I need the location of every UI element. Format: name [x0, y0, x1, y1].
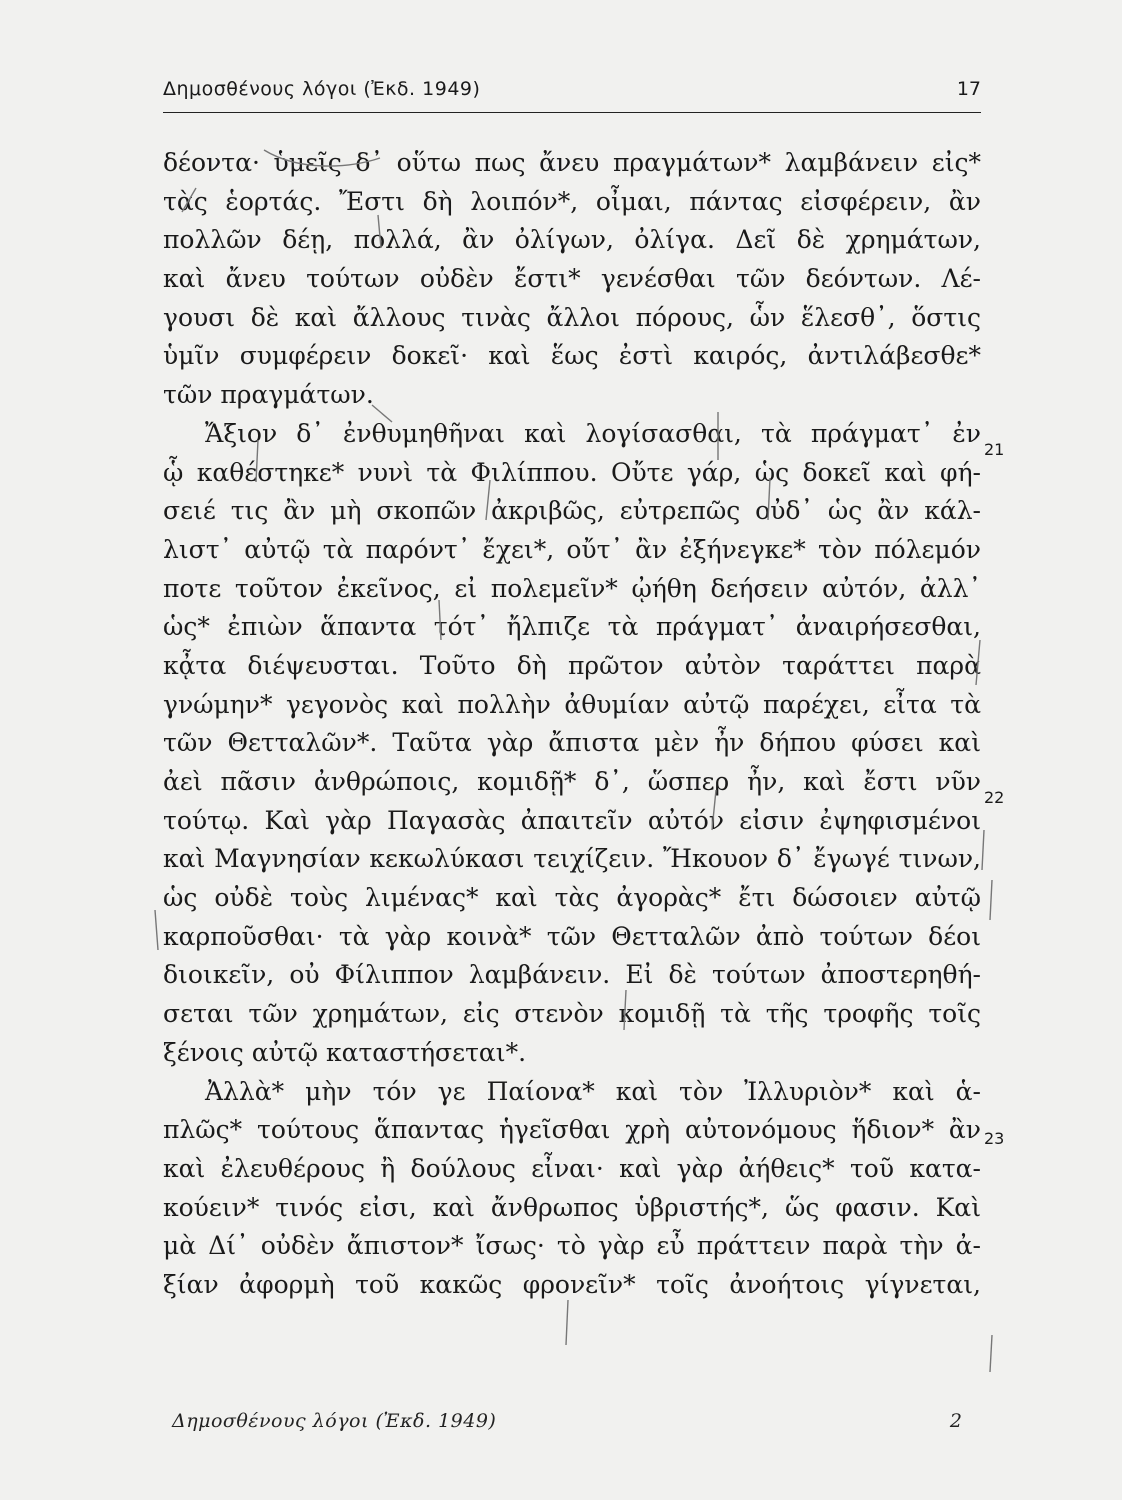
section-number: 22 — [984, 788, 1005, 807]
text-line: Ἀλλὰ* μὴν τόν γε Παίονα* καὶ τὸν Ἰλλυριὸν* καὶ ἁ- — [205, 1076, 981, 1106]
page-header — [163, 78, 981, 113]
pencil-mark — [155, 910, 158, 950]
text-line: καὶ ἄνευ τούτων οὐδὲν ἔστι* γενέσθαι τῶν δεόντων. Λέ- — [163, 264, 981, 294]
text-line: λιστ᾿ αὐτῷ τὰ παρόντ᾿ ἔχει*, οὔτ᾿ ἂν ἐξήνεγκε* τὸν πόλεμόν — [163, 534, 981, 564]
text-line: πλῶς* τούτους ἅπαντας ἡγεῖσθαι χρὴ αὐτονόμους ἥδιον* ἂν — [163, 1115, 981, 1145]
text-line: καὶ Μαγνησίαν κεκωλύκασι τειχίζειν. Ἤκουον δ᾿ ἔγωγέ τινων, — [163, 844, 981, 874]
greek-text-body — [163, 144, 981, 1305]
text-line: τῶν πραγμάτων. — [163, 380, 374, 410]
printer-signature: Δημοσθένους λόγοι (Ἐκδ. 1949) — [172, 1410, 497, 1432]
text-line: ποτε τοῦτον ἐκεῖνος, εἰ πολεμεῖν* ᾠήθη δεήσειν αὐτόν, ἀλλ᾿ — [163, 573, 981, 603]
text-line: κούειν* τινός εἰσι, καὶ ἄνθρωπος ὑβριστής*, ὥς φασιν. Καὶ — [163, 1192, 981, 1222]
text-line: δέοντα· ὑμεῖς δ᾿ οὕτω πως ἄνευ πραγμάτων* λαμβάνειν εἰς* — [163, 148, 981, 177]
text-line: καὶ ἐλευθέρους ἢ δούλους εἶναι· καὶ γὰρ ἀήθεις* τοῦ κατα- — [163, 1153, 981, 1183]
running-title: Δημοσθένους λόγοι (Ἐκδ. 1949) — [163, 78, 481, 100]
text-line: ᾧ καθέστηκε* νυνὶ τὰ Φιλίππου. Οὔτε γάρ, ὡς δοκεῖ καὶ φή- — [163, 457, 981, 487]
page-footer — [172, 1410, 962, 1440]
text-line: τῶν Θετταλῶν*. Ταῦτα γὰρ ἄπιστα μὲν ἦν δήπου φύσει καὶ — [163, 728, 981, 758]
text-line: ἀεὶ πᾶσιν ἀνθρώποις, κομιδῇ* δ᾿, ὥσπερ ἦν, καὶ ἔστι νῦν — [163, 767, 981, 796]
text-line: σειέ τις ἂν μὴ σκοπῶν ἀκριβῶς, εὐτρεπῶς οὐδ᾿ ὡς ἂν κάλ- — [163, 496, 981, 526]
sheet-number: 2 — [949, 1410, 962, 1432]
text-line: διοικεῖν, οὐ Φίλιππον λαμβάνειν. Εἰ δὲ τούτων ἀποστερηθή- — [163, 960, 981, 990]
text-line: ὡς* ἐπιὼν ἅπαντα τότ᾿ ἤλπιζε τὰ πράγματ᾿ ἀναιρήσεσθαι, — [163, 612, 981, 642]
text-line: ὡς οὐδὲ τοὺς λιμένας* καὶ τὰς ἀγορὰς* ἔτι δώσοιεν αὐτῷ — [163, 883, 981, 913]
pencil-mark — [566, 1300, 568, 1345]
text-line: ξένοις αὐτῷ καταστήσεται*. — [163, 1037, 527, 1067]
text-line: καρποῦσθαι· τὰ γὰρ κοινὰ* τῶν Θετταλῶν ἀπὸ τούτων δέοι — [163, 921, 981, 951]
section-number: 23 — [984, 1129, 1005, 1148]
text-line: τούτῳ. Καὶ γὰρ Παγασὰς ἀπαιτεῖν αὐτόν εἰσιν ἐψηφισμένοι — [163, 805, 981, 835]
text-line: σεται τῶν χρημάτων, εἰς στενὸν κομιδῇ τὰ τῆς τροφῆς τοῖς — [163, 999, 981, 1029]
pencil-mark — [982, 830, 984, 870]
text-line: γνώμην* γεγονὸς καὶ πολλὴν ἀθυμίαν αὐτῷ παρέχει, εἶτα τὰ — [163, 689, 981, 719]
text-line: ὑμῖν συμφέρειν δοκεῖ· καὶ ἕως ἐστὶ καιρός, ἀντιλάβεσθε* — [163, 341, 981, 371]
pencil-mark — [990, 880, 992, 920]
text-line: ξίαν ἀφορμὴ τοῦ κακῶς φρονεῖν* τοῖς ἀνοήτοις γίγνεται, — [163, 1269, 981, 1299]
page-number: 17 — [956, 78, 981, 100]
section-number: 21 — [984, 440, 1005, 459]
pencil-mark — [990, 1335, 992, 1372]
text-line: Ἄξιον δ᾿ ἐνθυμηθῆναι καὶ λογίσασθαι, τὰ πράγματ᾿ ἐν — [205, 418, 981, 448]
text-line: τὰς ἑορτάς. Ἔστι δὴ λοιπόν*, οἶμαι, πάντας εἰσφέρειν, ἂν — [163, 186, 981, 216]
text-line: πολλῶν δέῃ, πολλά, ἂν ὀλίγων, ὀλίγα. Δεῖ δὲ χρημάτων, — [163, 225, 981, 255]
text-line: γουσι δὲ καὶ ἄλλους τινὰς ἄλλοι πόρους, ὧν ἕλεσθ᾿, ὅστις — [163, 302, 981, 332]
text-line: κᾆτα διέψευσται. Τοῦτο δὴ πρῶτον αὐτὸν ταράττει παρὰ — [163, 650, 981, 680]
text-line: μὰ Δί᾿ οὐδὲν ἄπιστον* ἴσως· τὸ γὰρ εὖ πράττειν παρὰ τὴν ἀ- — [163, 1231, 981, 1261]
